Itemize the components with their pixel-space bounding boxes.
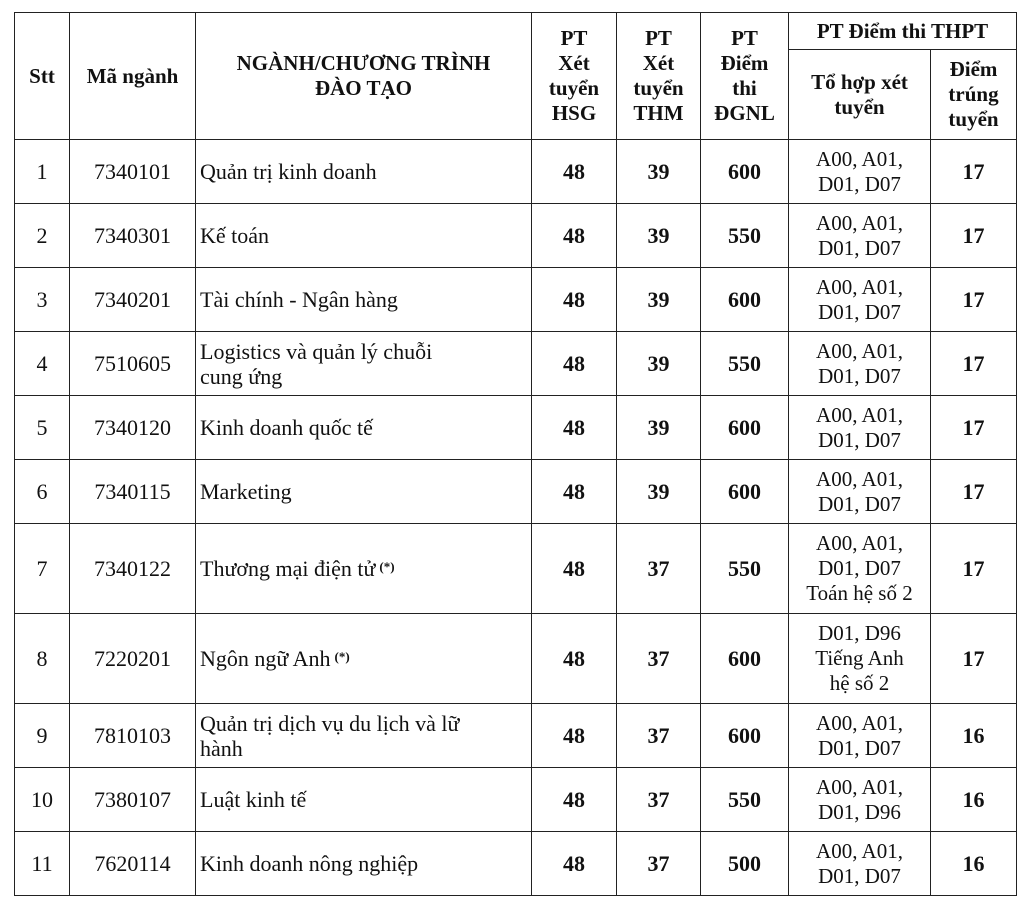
pt-hsg-cell-text: 48 [563, 159, 585, 184]
stt-cell [15, 140, 70, 204]
pt-dgnl-cell-text: 550 [728, 556, 761, 581]
ma-nganh-cell [70, 832, 196, 896]
ma-nganh-cell [70, 140, 196, 204]
nganh-cell-text: Ngôn ngữ Anh [200, 646, 331, 671]
to-hop-cell [789, 614, 931, 704]
diem-trung-tuyen-cell-text: 16 [962, 723, 985, 748]
footnote-marker: (*) [379, 559, 395, 574]
diem-trung-tuyen-cell [931, 332, 1017, 396]
stt-cell [15, 268, 70, 332]
to-hop-cell [789, 704, 931, 768]
pt-dgnl-cell-text: 600 [728, 159, 761, 184]
pt-hsg-cell [532, 832, 617, 896]
pt-dgnl-cell [701, 204, 789, 268]
table-row [15, 832, 1017, 896]
pt-hsg-cell [532, 524, 617, 614]
diem-trung-tuyen-cell [931, 460, 1017, 524]
header-to-hop: Tổ hợp xét tuyển [789, 50, 931, 140]
ma-nganh-cell-text: 7510605 [94, 351, 171, 376]
pt-hsg-cell-text: 48 [563, 787, 585, 812]
nganh-cell [196, 332, 532, 396]
pt-thm-cell [617, 614, 701, 704]
stt-cell-text: 6 [36, 479, 48, 504]
header-ma-nganh: Mã ngành [70, 13, 196, 140]
pt-thm-cell [617, 460, 701, 524]
nganh-cell [196, 832, 532, 896]
pt-thm-cell [617, 768, 701, 832]
table-row [15, 768, 1017, 832]
nganh-cell [196, 140, 532, 204]
ma-nganh-cell-text: 7340122 [94, 556, 171, 581]
nganh-cell [196, 704, 532, 768]
nganh-cell [196, 524, 532, 614]
pt-dgnl-cell-text: 600 [728, 415, 761, 440]
pt-dgnl-cell [701, 614, 789, 704]
diem-trung-tuyen-cell-text: 17 [962, 646, 985, 671]
to-hop-cell-text: A00, A01, D01, D96 [816, 774, 903, 824]
pt-thm-cell [617, 704, 701, 768]
nganh-cell [196, 396, 532, 460]
diem-trung-tuyen-cell-text: 17 [962, 415, 985, 440]
table-body [15, 140, 1017, 896]
pt-hsg-cell [532, 768, 617, 832]
nganh-cell [196, 768, 532, 832]
to-hop-cell [789, 460, 931, 524]
to-hop-cell [789, 204, 931, 268]
table-row [15, 460, 1017, 524]
to-hop-cell-text: A00, A01, D01, D07 [816, 210, 903, 260]
to-hop-cell-text: D01, D96 Tiếng Anh hệ số 2 [815, 621, 904, 695]
pt-dgnl-cell-text: 550 [728, 787, 761, 812]
nganh-cell-text: Luật kinh tế [200, 787, 307, 812]
stt-cell-text: 5 [36, 415, 48, 440]
to-hop-cell [789, 832, 931, 896]
ma-nganh-cell [70, 524, 196, 614]
nganh-cell [196, 204, 532, 268]
pt-thm-cell [617, 332, 701, 396]
diem-trung-tuyen-cell-text: 17 [962, 351, 985, 376]
stt-cell-text: 11 [31, 851, 53, 876]
stt-cell [15, 204, 70, 268]
pt-hsg-cell [532, 332, 617, 396]
stt-cell-text: 1 [36, 159, 48, 184]
nganh-cell-text: Marketing [200, 479, 292, 504]
to-hop-cell-text: A00, A01, D01, D07 [816, 838, 903, 888]
admission-table [14, 12, 1017, 896]
table-row [15, 268, 1017, 332]
header-nganh: NGÀNH/CHƯƠNG TRÌNH ĐÀO TẠO [196, 13, 532, 140]
pt-dgnl-cell [701, 704, 789, 768]
pt-thm-cell [617, 268, 701, 332]
to-hop-cell [789, 268, 931, 332]
pt-dgnl-cell [701, 268, 789, 332]
diem-trung-tuyen-cell-text: 17 [962, 479, 985, 504]
diem-trung-tuyen-cell-text: 16 [962, 787, 985, 812]
stt-cell [15, 332, 70, 396]
to-hop-cell-text: A00, A01, D01, D07 [816, 338, 903, 388]
to-hop-cell-text: A00, A01, D01, D07 [816, 402, 903, 452]
nganh-cell-text: Kinh doanh quốc tế [200, 415, 373, 440]
pt-hsg-cell-text: 48 [563, 646, 585, 671]
pt-dgnl-cell [701, 524, 789, 614]
stt-cell [15, 460, 70, 524]
ma-nganh-cell-text: 7340301 [94, 223, 171, 248]
nganh-cell [196, 614, 532, 704]
pt-dgnl-cell-text: 550 [728, 223, 761, 248]
to-hop-cell [789, 332, 931, 396]
stt-cell-text: 9 [36, 723, 48, 748]
header-diem-trung-tuyen: Điểm trúng tuyển [931, 50, 1017, 140]
pt-thm-cell [617, 204, 701, 268]
stt-cell-text: 8 [36, 646, 48, 671]
stt-cell [15, 768, 70, 832]
nganh-cell-text: Thương mại điện tử [200, 556, 376, 581]
nganh-cell-text: Kinh doanh nông nghiệp [200, 851, 419, 876]
pt-hsg-cell [532, 704, 617, 768]
footnote-marker: (*) [334, 649, 350, 664]
header-pt-hsg: PT Xét tuyển HSG [532, 13, 617, 140]
nganh-cell-text: Quản trị dịch vụ du lịch và lữ hành [200, 710, 460, 761]
ma-nganh-cell-text: 7380107 [94, 787, 171, 812]
diem-trung-tuyen-cell-text: 16 [962, 851, 985, 876]
ma-nganh-cell-text: 7340115 [94, 479, 171, 504]
pt-thm-cell-text: 39 [647, 351, 670, 376]
pt-hsg-cell-text: 48 [563, 223, 585, 248]
pt-hsg-cell [532, 140, 617, 204]
pt-thm-cell-text: 39 [647, 287, 670, 312]
pt-dgnl-cell-text: 600 [728, 646, 761, 671]
diem-trung-tuyen-cell [931, 614, 1017, 704]
stt-cell [15, 832, 70, 896]
stt-cell-text: 4 [36, 351, 48, 376]
pt-dgnl-cell [701, 140, 789, 204]
diem-trung-tuyen-cell [931, 396, 1017, 460]
stt-cell [15, 614, 70, 704]
ma-nganh-cell-text: 7340120 [94, 415, 171, 440]
pt-thm-cell-text: 39 [647, 415, 670, 440]
pt-hsg-cell-text: 48 [563, 556, 585, 581]
pt-dgnl-cell-text: 500 [728, 851, 761, 876]
pt-thm-cell [617, 396, 701, 460]
pt-dgnl-cell [701, 396, 789, 460]
pt-dgnl-cell [701, 768, 789, 832]
stt-cell-text: 10 [31, 787, 53, 812]
pt-dgnl-cell [701, 460, 789, 524]
nganh-cell [196, 268, 532, 332]
header-pt-thm: PT Xét tuyển THM [617, 13, 701, 140]
pt-hsg-cell [532, 396, 617, 460]
pt-dgnl-cell-text: 600 [728, 287, 761, 312]
diem-trung-tuyen-cell [931, 524, 1017, 614]
pt-dgnl-cell-text: 550 [728, 351, 761, 376]
stt-cell-text: 3 [36, 287, 48, 312]
diem-trung-tuyen-cell-text: 17 [962, 556, 985, 581]
ma-nganh-cell-text: 7340201 [94, 287, 171, 312]
nganh-cell-text: Kế toán [200, 223, 270, 248]
pt-thm-cell-text: 39 [647, 223, 670, 248]
to-hop-cell-text: A00, A01, D01, D07 [816, 466, 903, 516]
pt-thm-cell [617, 140, 701, 204]
pt-dgnl-cell [701, 832, 789, 896]
header-stt: Stt [15, 13, 70, 140]
to-hop-cell-text: A00, A01, D01, D07 [816, 710, 903, 760]
to-hop-cell-text: A00, A01, D01, D07 [816, 274, 903, 324]
to-hop-cell [789, 768, 931, 832]
pt-thm-cell-text: 39 [647, 479, 670, 504]
table-row [15, 396, 1017, 460]
diem-trung-tuyen-cell [931, 204, 1017, 268]
nganh-cell-text: Tài chính - Ngân hàng [200, 287, 398, 312]
to-hop-cell-text: A00, A01, D01, D07 Toán hệ số 2 [806, 531, 913, 605]
diem-trung-tuyen-cell [931, 140, 1017, 204]
pt-hsg-cell-text: 48 [563, 415, 585, 440]
diem-trung-tuyen-cell [931, 704, 1017, 768]
ma-nganh-cell-text: 7220201 [94, 646, 171, 671]
pt-thm-cell [617, 832, 701, 896]
stt-cell-text: 2 [36, 223, 48, 248]
table-row [15, 140, 1017, 204]
pt-hsg-cell [532, 204, 617, 268]
ma-nganh-cell [70, 332, 196, 396]
pt-thm-cell-text: 39 [647, 159, 670, 184]
to-hop-cell [789, 524, 931, 614]
nganh-cell-text: Logistics và quản lý chuỗi cung ứng [200, 338, 433, 389]
ma-nganh-cell-text: 7810103 [94, 723, 171, 748]
diem-trung-tuyen-cell [931, 268, 1017, 332]
stt-cell [15, 704, 70, 768]
diem-trung-tuyen-cell-text: 17 [962, 159, 985, 184]
ma-nganh-cell [70, 704, 196, 768]
pt-hsg-cell [532, 460, 617, 524]
ma-nganh-cell [70, 614, 196, 704]
pt-dgnl-cell-text: 600 [728, 479, 761, 504]
stt-cell-text: 7 [36, 556, 48, 581]
pt-thm-cell-text: 37 [647, 723, 670, 748]
ma-nganh-cell-text: 7340101 [94, 159, 171, 184]
pt-hsg-cell [532, 268, 617, 332]
table-row [15, 204, 1017, 268]
table-row [15, 704, 1017, 768]
table-row [15, 614, 1017, 704]
pt-thm-cell-text: 37 [647, 851, 670, 876]
pt-hsg-cell [532, 614, 617, 704]
ma-nganh-cell [70, 268, 196, 332]
pt-hsg-cell-text: 48 [563, 723, 585, 748]
diem-trung-tuyen-cell [931, 768, 1017, 832]
header-pt-thpt-group: PT Điểm thi THPT [789, 13, 1017, 50]
table-row [15, 332, 1017, 396]
pt-hsg-cell-text: 48 [563, 351, 585, 376]
nganh-cell [196, 460, 532, 524]
nganh-cell-text: Quản trị kinh doanh [200, 159, 377, 184]
pt-hsg-cell-text: 48 [563, 851, 585, 876]
pt-hsg-cell-text: 48 [563, 287, 585, 312]
diem-trung-tuyen-cell-text: 17 [962, 287, 985, 312]
stt-cell [15, 396, 70, 460]
ma-nganh-cell [70, 396, 196, 460]
stt-cell [15, 524, 70, 614]
diem-trung-tuyen-cell [931, 832, 1017, 896]
to-hop-cell [789, 396, 931, 460]
table-row [15, 524, 1017, 614]
ma-nganh-cell [70, 460, 196, 524]
pt-dgnl-cell-text: 600 [728, 723, 761, 748]
to-hop-cell-text: A00, A01, D01, D07 [816, 146, 903, 196]
pt-thm-cell [617, 524, 701, 614]
pt-dgnl-cell [701, 332, 789, 396]
pt-thm-cell-text: 37 [647, 646, 670, 671]
ma-nganh-cell [70, 768, 196, 832]
to-hop-cell [789, 140, 931, 204]
ma-nganh-cell-text: 7620114 [94, 851, 171, 876]
pt-hsg-cell-text: 48 [563, 479, 585, 504]
ma-nganh-cell [70, 204, 196, 268]
pt-thm-cell-text: 37 [647, 787, 670, 812]
pt-thm-cell-text: 37 [647, 556, 670, 581]
header-pt-dgnl: PT Điểm thi ĐGNL [701, 13, 789, 140]
diem-trung-tuyen-cell-text: 17 [962, 223, 985, 248]
